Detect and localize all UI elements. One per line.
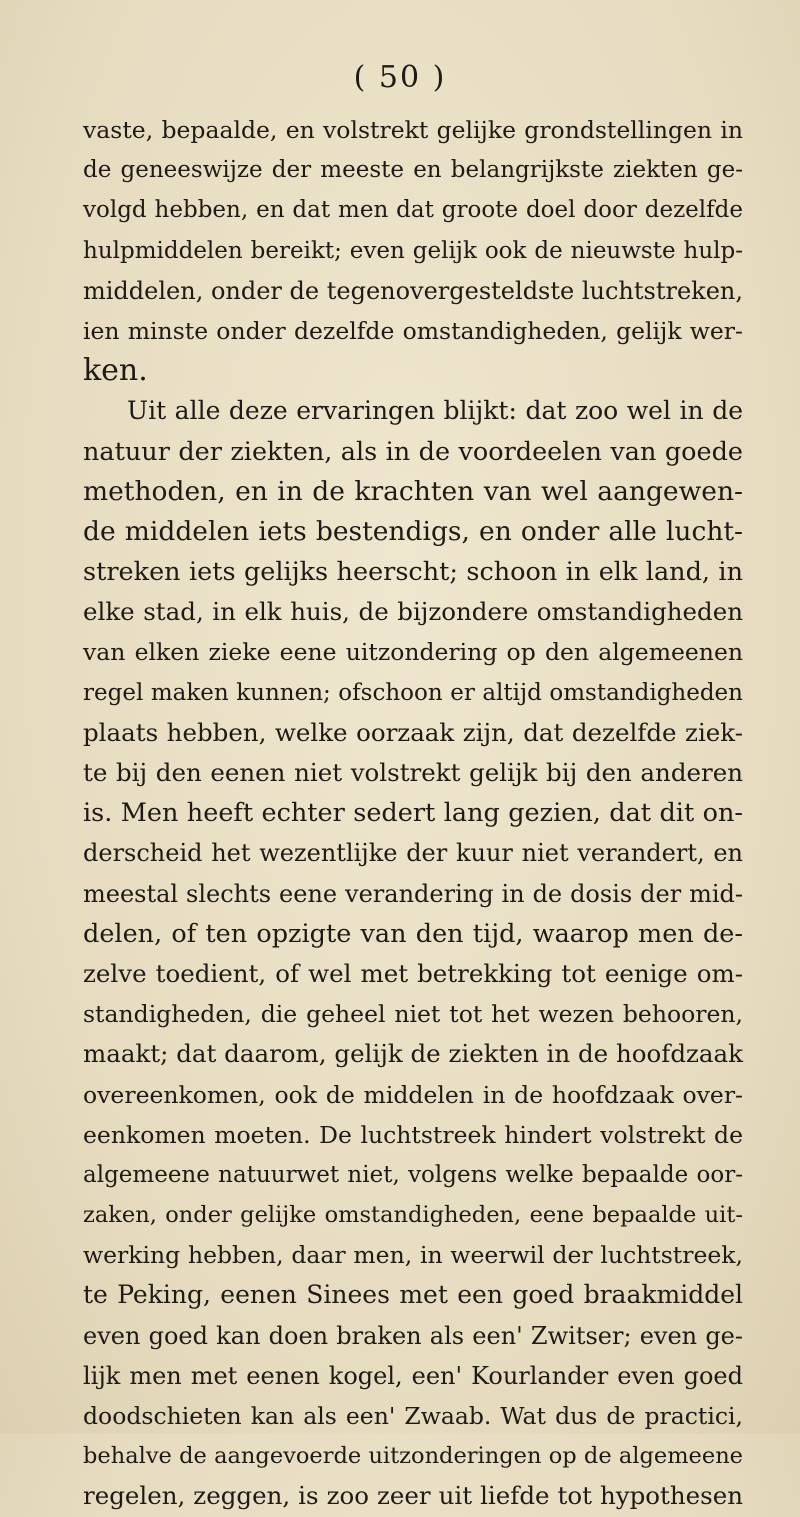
text-line: even goed kan doen braken als een' Zwitser; even ge- [83,1321,743,1350]
text-line: van elken zieke eene uitzondering op den algemeenen [83,638,743,667]
text-line: methoden, en in de krachten van wel aangewen- [83,475,743,507]
page-number: ( 50 ) [353,60,447,95]
text-line: maakt; dat daarom, gelijk de ziekten in de hoofdzaak [83,1039,743,1069]
text-line: zaken, onder gelijke omstandigheden, eene bepaalde uit- [83,1202,743,1229]
text-line: doodschieten kan als een' Zwaab. Wat dus de practici, [83,1402,743,1430]
text-line: elke stad, in elk huis, de bijzondere omstandigheden [83,597,743,627]
text-line: plaats hebben, welke oorzaak zijn, dat dezelfde ziek- [83,717,743,747]
text-line: delen, of ten opzigte van den tijd, waarop men de- [83,918,743,949]
text-line: natuur der ziekten, als in de voordeelen van goede [83,436,743,467]
text-line: regel maken kunnen; ofschoon er altijd omstandigheden [83,679,743,706]
text-line: Uit alle deze ervaringen blijkt: dat zoo wel in de [127,396,743,426]
text-line: hulpmiddelen bereikt; even gelijk ook de nieuwste hulp- [83,237,743,264]
text-line: vaste, bepaalde, en volstrekt gelijke grondstellingen in [83,116,743,144]
text-line: eenkomen moeten. De luchtstreek hindert volstrekt de [83,1120,743,1149]
text-line: standigheden, die geheel niet tot het wezen behooren, [83,1000,743,1029]
text-line: regelen, zeggen, is zoo zeer uit liefde tot hypothesen [83,1481,743,1511]
text-line: overeenkomen, ook de middelen in de hoofdzaak over- [83,1080,743,1109]
text-line: zelve toedient, of wel met betrekking tot eenige om- [83,958,743,988]
text-line: behalve de aangevoerde uitzonderingen op de algemeene [83,1443,743,1470]
text-line: middelen, onder de tegenovergesteldste luchtstreken, [83,276,743,305]
text-line: algemeene natuurwet niet, volgens welke bepaalde oor- [83,1161,743,1188]
text-line: is. Men heeft echter sedert lang gezien, dat dit on- [83,798,743,829]
text-line: derscheid het wezentlijke der kuur niet verandert, en [83,839,743,868]
text-line: volgd hebben, en dat men dat groote doel door dezelfde [83,197,743,224]
text-line: ken. [83,353,148,389]
body-text [83,110,743,1517]
text-line: te bij den eenen niet volstrekt gelijk bij den anderen [83,758,743,787]
text-line: ien minste onder dezelfde omstandigheden, gelijk wer- [83,316,743,345]
text-line: meestal slechts eene verandering in de dosis der mid- [83,879,743,908]
text-line: de geneeswijze der meeste en belangrijkste ziekten ge- [83,157,743,184]
text-line: de middelen iets bestendigs, en onder alle lucht- [83,515,743,547]
text-line: te Peking, eenen Sinees met een goed braakmiddel [83,1280,743,1310]
text-line: lijk men met eenen kogel, een' Kourlander even goed [83,1361,743,1390]
text-line: werking hebben, daar men, in weerwil der luchtstreek, [83,1241,743,1270]
text-line: streken iets gelijks heerscht; schoon in elk land, in [83,557,743,588]
